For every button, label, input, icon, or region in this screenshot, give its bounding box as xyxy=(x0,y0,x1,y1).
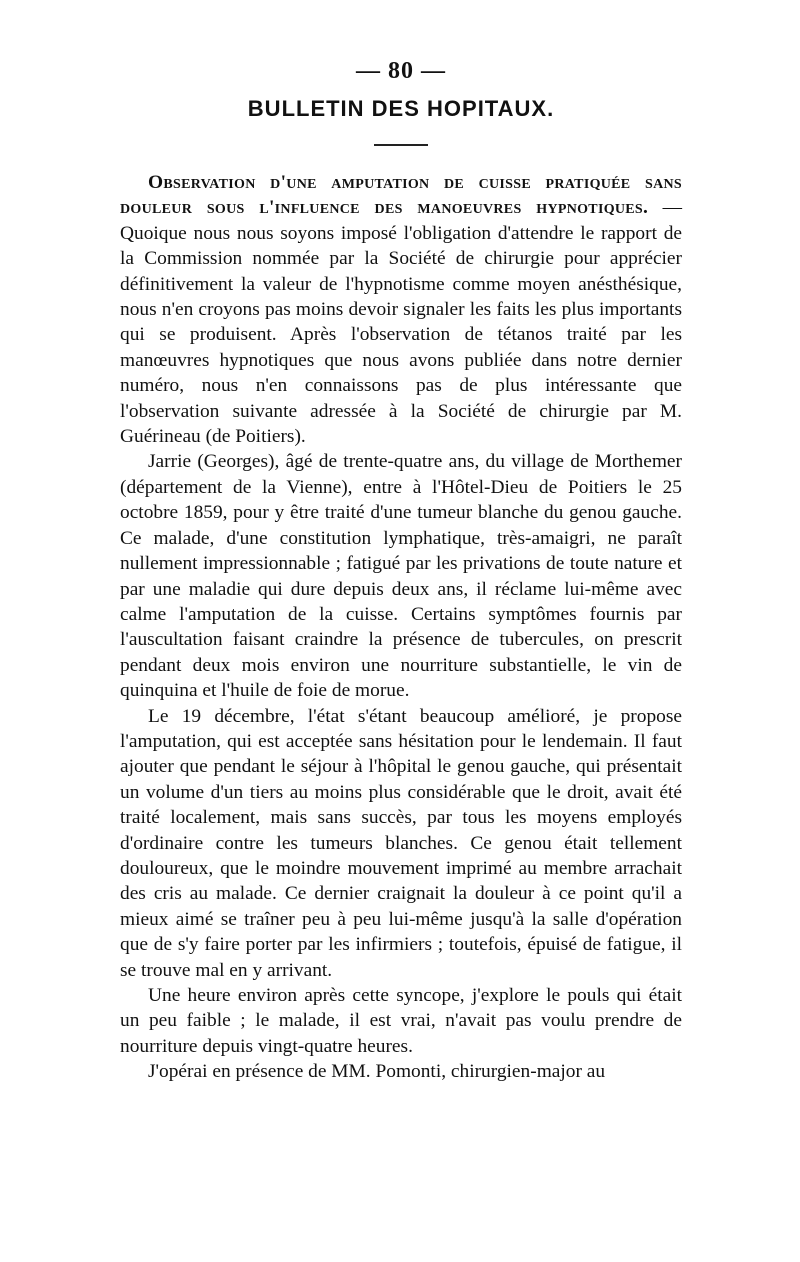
article-intro-paragraph xyxy=(120,170,682,449)
title-divider xyxy=(374,144,428,146)
article-title: Observation d'une amputation de cuisse pratiquée sans douleur sous l'influence des manoeuvres hypnotiques. xyxy=(120,172,682,219)
paragraph-patient-history: Jarrie (Georges), âgé de trente-quatre ans, du village de Morthemer (département de la Vienne), entre à l'Hôtel-Dieu de Poitiers le 25 octobre 1859, pour y être traité d'une tumeur blanche du genou gauche. Ce malade, d'une constitution lymphatique, très-amaigri, ne paraît nullement impressionnable ; fatigué par les privations de toute nature et par une maladie qui dure depuis deux ans, il réclame lui-même avec calme l'amputation de la cuisse. Certains symptômes fournis par l'auscultation faisant craindre la présence de tubercules, on prescrit pendant deux mois environ une nourriture substantielle, le vin de quinquina et l'huile de foie de morue. xyxy=(120,451,682,702)
paragraph-amputation-decision: Le 19 décembre, l'état s'étant beaucoup amélioré, je propose l'amputation, qui est acceptée sans hésitation pour le lendemain. Il faut ajouter que pendant le séjour à l'hôpital le genou gauche, qui présentait un volume d'un tiers au moins plus considérable que le droit, avait été traité localement, mais sans succès, par tous les moyens employés d'ordinaire contre les tumeurs blanches. Ce genou était tellement douloureux, que le moindre mouvement imprimé au membre arrachait des cris au malade. Ce dernier craignait la douleur à ce point qu'il a mieux aimé se traîner peu à peu lui-même jusqu'à la salle d'opération que de s'y faire porter par les infirmiers ; toutefois, épuisé de fatigue, il se trouve mal en y arrivant. xyxy=(120,705,682,981)
page-number: — 80 — xyxy=(356,58,446,84)
paragraph-operation-start: J'opérai en présence de MM. Pomonti, chirurgien-major au xyxy=(148,1061,606,1083)
running-title: BULLETIN DES HOPITAUX. xyxy=(247,96,555,121)
book-page xyxy=(120,56,682,1085)
article-body xyxy=(120,170,682,1085)
article-intro-text: — Quoique nous nous soyons imposé l'obligation d'attendre le rapport de la Commission nommée par la Société de chirurgie pour apprécier définitivement la valeur de l'hypnotisme comme moyen anésthésique, nous n'en croyons pas moins devoir signaler les faits les plus importants qui se produisent. Après l'observation de tétanos traité par les manœuvres hypnotiques que nous avons publiée dans notre dernier numéro, nous n'en connaissons pas de plus intéressante que l'observation suivante adressée à la Société de chirurgie par M. Guérineau (de Poitiers). xyxy=(120,197,682,448)
paragraph-pulse-exam: Une heure environ après cette syncope, j'explore le pouls qui était un peu faible ; le malade, il est vrai, n'avait pas voulu prendre de nourriture depuis vingt-quatre heures. xyxy=(120,985,682,1057)
